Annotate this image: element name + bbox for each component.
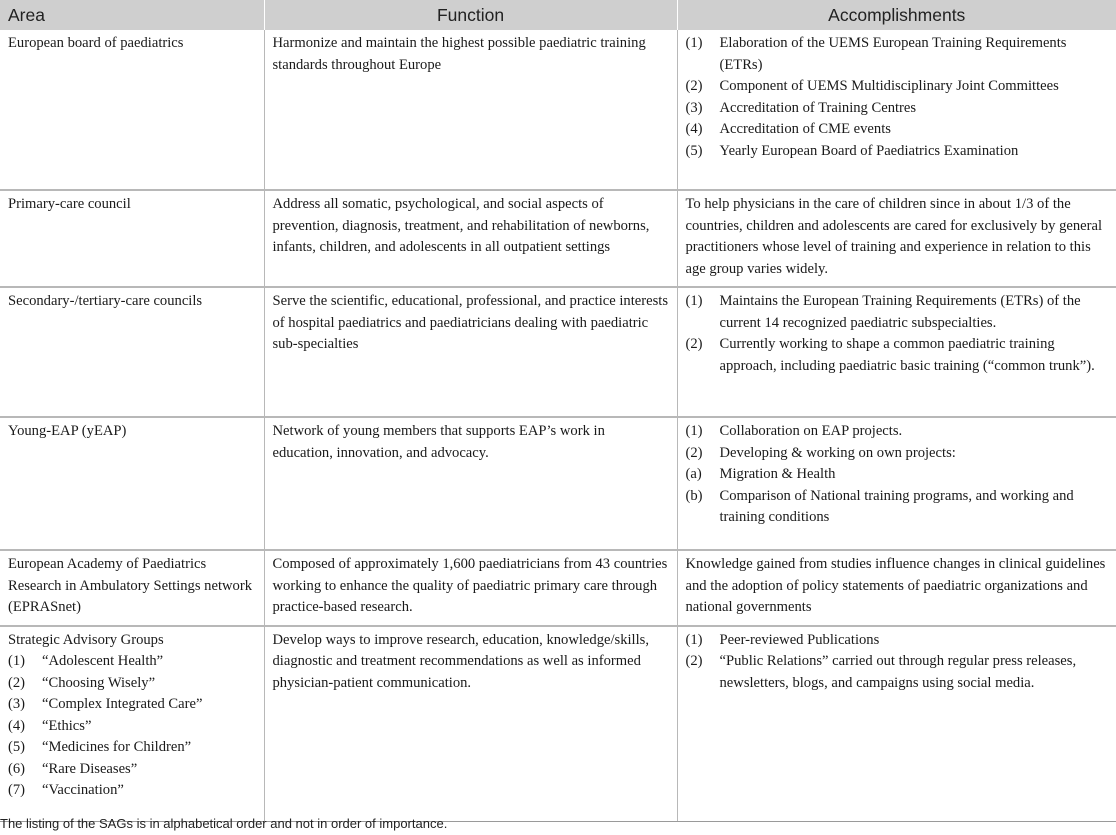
area-cell: Young-EAP (yEAP) bbox=[0, 417, 264, 550]
function-cell: Serve the scientific, educational, professional, and practice interests of hospital paediatrics and paediatricians dealing with paediatric sub-specialties bbox=[264, 287, 677, 417]
accomplishments-cell: To help physicians in the care of children since in about 1/3 of the countries, children and adolescents are cared for exclusively by general practitioners whose level of training and experience in relation to this age group varies widely. bbox=[677, 190, 1116, 287]
accomplishments-cell: Knowledge gained from studies influence changes in clinical guidelines and the adoption of policy statements of paediatric organizations and national governments bbox=[677, 550, 1116, 626]
table-row bbox=[0, 417, 1116, 550]
list-item: (2) Component of UEMS Multidisciplinary Joint Committees bbox=[685, 78, 1059, 94]
accomplishments-cell bbox=[677, 30, 1116, 190]
area-cell: European Academy of Paediatrics Research in Ambulatory Settings network (EPRASnet) bbox=[0, 550, 264, 626]
list-item: (2) Developing & working on own projects: bbox=[685, 444, 956, 461]
list-item: (7) “Vaccination” bbox=[8, 782, 124, 798]
list-item: (2) “Public Relations” carried out through regular press releases, newsletters, blogs, and campaigns using social media. bbox=[685, 653, 1077, 691]
list-item: (5) “Medicines for Children” bbox=[8, 739, 192, 755]
list-item: (1) Peer-reviewed Publications bbox=[685, 631, 880, 648]
area-cell bbox=[0, 626, 264, 822]
table-row bbox=[0, 626, 1116, 822]
table-row bbox=[0, 190, 1116, 287]
list-item: (a) Migration & Health bbox=[685, 466, 836, 482]
area-cell: Secondary-/tertiary-care councils bbox=[0, 287, 264, 417]
list-item: (2) Currently working to shape a common paediatric training approach, including paediatric basic training (“common trunk”). bbox=[685, 336, 1095, 374]
header-accomplishments: Accomplishments bbox=[677, 0, 1116, 30]
list-item: (2) “Choosing Wisely” bbox=[8, 674, 156, 691]
accomplishments-cell bbox=[677, 626, 1116, 822]
area-cell: European board of paediatrics bbox=[0, 30, 264, 190]
list-item: (3) “Complex Integrated Care” bbox=[8, 696, 203, 712]
list-item: (5) Yearly European Board of Paediatrics Examination bbox=[685, 142, 1019, 159]
area-cell: Primary-care council bbox=[0, 190, 264, 287]
table-row bbox=[0, 550, 1116, 626]
table-row bbox=[0, 287, 1116, 417]
accomplishments-cell bbox=[677, 417, 1116, 550]
function-cell: Composed of approximately 1,600 paediatricians from 43 countries working to enhance the quality of paediatric primary care through practice-based research. bbox=[264, 550, 677, 626]
accomplishments-cell bbox=[677, 287, 1116, 417]
function-cell: Harmonize and maintain the highest possible paediatric training standards throughout Europe bbox=[264, 30, 677, 190]
area-title: Strategic Advisory Groups bbox=[8, 631, 164, 648]
function-cell: Develop ways to improve research, education, knowledge/skills, diagnostic and treatment recommendations as well as informed physician-patient communication. bbox=[264, 626, 677, 822]
list-item: (1) “Adolescent Health” bbox=[8, 653, 164, 669]
table-row bbox=[0, 30, 1116, 190]
function-cell: Address all somatic, psychological, and social aspects of prevention, diagnosis, treatment, and rehabilitation of newborns, infants, children, and adolescents in all outpatient settings bbox=[264, 190, 677, 287]
list-item: (1) Maintains the European Training Requirements (ETRs) of the current 14 recognized paediatric subspecialties. bbox=[685, 293, 1081, 331]
list-item: (4) “Ethics” bbox=[8, 717, 92, 734]
header-row bbox=[0, 0, 1116, 30]
list-item: (3) Accreditation of Training Centres bbox=[685, 99, 917, 116]
list-item: (1) Collaboration on EAP projects. bbox=[685, 423, 903, 439]
list-item: (b) Comparison of National training programs, and working and training conditions bbox=[685, 487, 1074, 525]
list-item: (6) “Rare Diseases” bbox=[8, 760, 138, 777]
list-item: (1) Elaboration of the UEMS European Training Requirements (ETRs) bbox=[685, 35, 1067, 73]
table-footnote: The listing of the SAGs is in alphabetical order and not in order of importance. bbox=[0, 816, 448, 831]
header-function: Function bbox=[264, 0, 677, 30]
list-item: (4) Accreditation of CME events bbox=[685, 121, 891, 137]
function-cell: Network of young members that supports EAP’s work in education, innovation, and advocacy. bbox=[264, 417, 677, 550]
header-area: Area bbox=[0, 0, 264, 30]
